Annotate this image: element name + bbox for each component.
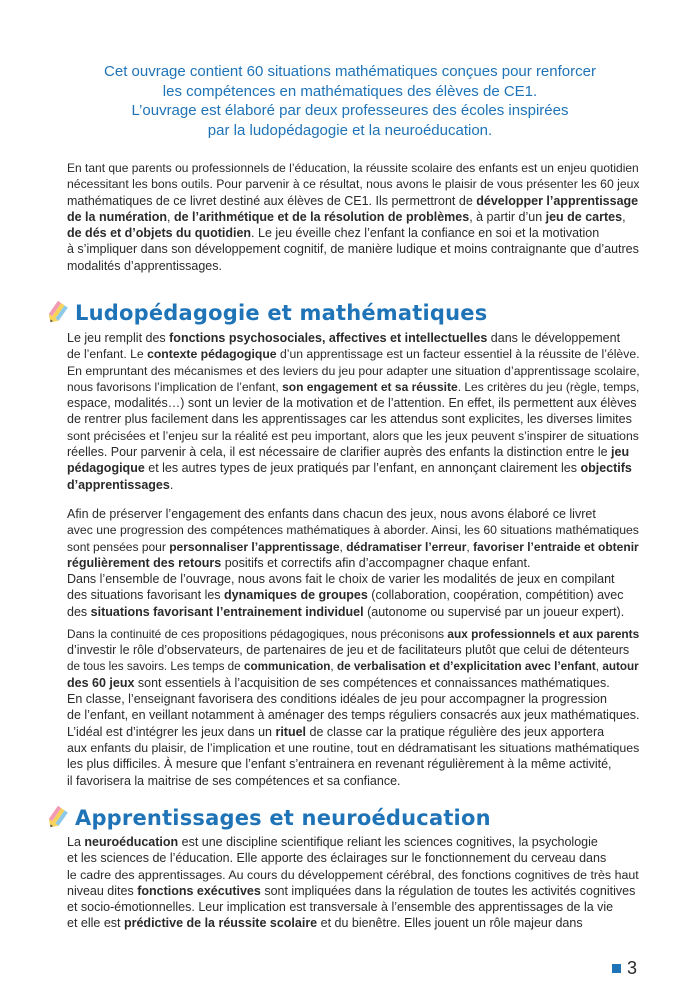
text-run: , à partir d’un xyxy=(469,209,546,224)
pencil-icon xyxy=(47,805,69,831)
text-line xyxy=(67,539,642,555)
paragraph-engagement xyxy=(67,506,642,620)
text-run: il favorisera la maitrise de ses compétences et sa confiance. xyxy=(67,773,401,788)
text-run: sont essentiels à l’acquisition de ses compétences et connaissances mathématiques. xyxy=(134,675,610,690)
text-run: à s’impliquer dans son développement cognitif, de manière ludique et moins contraignante que d’autres xyxy=(67,242,639,257)
text-line xyxy=(67,428,642,444)
text-run: sont précisées et l’enjeu sur la réalité est peu important, alors que les jeux peuvent s’inspirer de situations xyxy=(67,428,639,443)
text-run: dans le développement xyxy=(487,331,621,345)
text-line xyxy=(67,460,642,476)
text-run: , xyxy=(622,209,626,224)
text-run: les plus difficiles. À mesure que l’enfant s’entrainera en revenant régulièrement à la même activité, xyxy=(67,757,612,772)
text-run: sont pensées pour xyxy=(67,539,170,554)
text-line xyxy=(67,258,642,274)
text-line xyxy=(67,707,642,723)
bold-text: personnaliser l’apprentissage xyxy=(169,539,340,554)
bold-text: objectifs xyxy=(580,461,632,476)
text-run: de tous les savoirs. Les temps de xyxy=(67,659,244,673)
text-line xyxy=(67,346,642,362)
text-run: le cadre des apprentissages. Au cours du développement cérébral, des fonctions cognitives de très haut xyxy=(67,867,639,882)
bold-text: de l’arithmétique et de la résolution de problèmes xyxy=(173,209,470,224)
text-line xyxy=(67,740,642,756)
bold-text: des 60 jeux xyxy=(67,675,135,690)
text-line xyxy=(67,571,642,587)
text-run: , xyxy=(595,659,603,673)
bold-text: fonctions exécutives xyxy=(137,883,261,898)
bold-text: favoriser l’entraide et obtenir xyxy=(473,539,639,554)
bold-text: développer l’apprentissage xyxy=(476,193,639,208)
text-line xyxy=(67,330,642,346)
text-run: nécessitant les bons outils. Pour parvenir à ce résultat, nous avons le plaisir de vous présenter les 60 jeux xyxy=(67,177,640,192)
section-title: Apprentissages et neuroéducation xyxy=(75,806,491,830)
text-run: , xyxy=(466,539,474,554)
bold-text: de verbalisation et d’explicitation avec l’enfant xyxy=(336,659,596,673)
text-run: , xyxy=(330,659,337,673)
text-line xyxy=(67,193,642,209)
section-title: Ludopédagogie et mathématiques xyxy=(75,301,488,325)
text-line xyxy=(67,724,642,740)
bold-text: contexte pédagogique xyxy=(147,347,277,362)
section-heading-neuroeducation xyxy=(47,803,491,833)
intro-line: les compétences en mathématiques des élèves de CE1. xyxy=(162,82,538,100)
text-line xyxy=(67,850,642,866)
text-run: Le jeu remplit des xyxy=(67,331,170,345)
bold-text: aux professionnels et aux parents xyxy=(447,627,640,641)
page-number xyxy=(612,958,637,979)
text-line xyxy=(67,675,642,691)
bold-text: neuroéducation xyxy=(84,835,179,849)
text-run: et les autres types de jeux pratiqués par l’enfant, en annonçant clairement les xyxy=(144,461,581,476)
text-run: nous favorisons l’implication de l’enfant, xyxy=(67,379,283,394)
text-run: et elle est xyxy=(67,916,124,931)
text-run: . xyxy=(169,477,174,492)
text-line xyxy=(67,604,642,620)
text-run: (collaboration, coopération, compétition) avec xyxy=(367,588,624,603)
intro-line: L’ouvrage est élaboré par deux professeures des écoles inspirées xyxy=(131,102,569,119)
text-line xyxy=(67,522,642,538)
text-run: Dans la continuité de ces propositions pédagogiques, nous préconisons xyxy=(67,627,448,641)
text-run: En classe, l’enseignant favorisera des conditions idéales de jeu pour accompagner la progression xyxy=(67,692,607,707)
text-run: niveau dites xyxy=(67,883,138,898)
bold-text: fonctions psychosociales, affectives et intellectuelles xyxy=(169,331,488,345)
text-run: L’idéal est d’intégrer les jeux dans un xyxy=(67,724,276,739)
text-line xyxy=(67,444,642,460)
text-run: d’investir le rôle d’observateurs, de partenaires de jeu et de facilitateurs plutôt que celui de détenteurs xyxy=(67,643,630,658)
text-run: mathématiques de ce livret destiné aux élèves de CE1. Ils permettront de xyxy=(67,193,477,208)
text-line xyxy=(67,899,642,915)
text-line xyxy=(67,691,642,707)
text-line xyxy=(67,506,642,522)
text-line xyxy=(67,225,642,241)
text-run: avec une progression des compétences mathématiques à aborder. Ainsi, les 60 situations mathématiques xyxy=(67,523,639,538)
bold-text: prédictive de la réussite scolaire xyxy=(123,916,318,931)
intro-block xyxy=(70,62,630,140)
pencil-icon xyxy=(47,300,69,326)
text-line xyxy=(67,883,642,899)
intro-line: Cet ouvrage contient 60 situations mathématiques conçues pour renforcer xyxy=(104,63,596,80)
text-line xyxy=(67,867,642,883)
text-line xyxy=(67,209,642,225)
bold-text: de la numération xyxy=(67,209,168,224)
text-run: (autonome ou supervisé par un joueur expert). xyxy=(363,604,625,619)
bold-text: son engagement et sa réussite xyxy=(282,379,458,394)
bold-text: de dés et d’objets du quotidien xyxy=(67,226,252,241)
page-number-value: 3 xyxy=(626,958,637,978)
bold-text: jeu xyxy=(611,445,630,460)
bold-text: communication xyxy=(243,659,331,673)
text-line xyxy=(67,756,642,772)
text-line xyxy=(67,411,642,427)
bold-text: dynamiques de groupes xyxy=(224,588,368,603)
text-run: Dans l’ensemble de l’ouvrage, nous avons fait le choix de varier les modalités de jeux en compilant xyxy=(67,572,615,587)
bold-text: pédagogique xyxy=(67,461,145,476)
text-run: La xyxy=(67,835,85,849)
text-run: Afin de préserver l’engagement des enfants dans chacun des jeux, nous avons élaboré ce livret xyxy=(67,507,596,521)
text-run: En tant que parents ou professionnels de l’éducation, la réussite scolaire des enfants est un enjeu quotidien xyxy=(67,161,639,175)
text-line xyxy=(67,379,642,395)
bold-text: rituel xyxy=(275,724,307,739)
text-run: d’un apprentissage est un facteur essentiel à la réussite de l’élève. xyxy=(276,347,640,362)
text-run: des situations favorisant les xyxy=(67,588,225,603)
text-run: des xyxy=(67,604,91,619)
text-line xyxy=(67,587,642,603)
text-line xyxy=(67,659,642,675)
text-run: de l’enfant, en veillant notamment à aménager des temps réguliers consacrés aux jeux mathématiques. xyxy=(67,708,640,723)
paragraph-introduction xyxy=(67,160,642,274)
text-run: modalités d’apprentissages. xyxy=(67,258,222,273)
bold-text: d’apprentissages xyxy=(67,477,170,492)
text-line xyxy=(67,626,642,642)
text-line xyxy=(67,176,642,192)
text-run: et socio-émotionnelles. Leur implication est transversale à l’ensemble des apprentissages de la vie xyxy=(67,900,614,915)
text-run: et les sciences de l’éducation. Elle apporte des éclairages sur le fonctionnement du cerveau dans xyxy=(67,851,607,866)
paragraph-jeu xyxy=(67,330,642,493)
text-line xyxy=(67,773,642,789)
text-run: sont impliquées dans la régulation de toutes les activités cognitives xyxy=(260,883,636,898)
text-run: En empruntant des mécanismes et des leviers du jeu pour adapter une situation d’apprentissage scolaire, xyxy=(67,363,640,378)
paragraph-continuite xyxy=(67,626,642,789)
text-run: positifs et correctifs afin d’accompagner chaque enfant. xyxy=(221,555,531,570)
text-run: . Les critères du jeu (règle, temps, xyxy=(457,379,640,394)
text-run: , xyxy=(167,209,174,224)
text-line xyxy=(67,477,642,493)
bold-text: situations favorisant l’entrainement individuel xyxy=(90,604,364,619)
text-run: de rentrer plus facilement dans les apprentissages car les attendus sont explicites, les diverses limites xyxy=(67,412,632,427)
text-line xyxy=(67,555,642,571)
intro-line: par la ludopédagogie et la neuroéducation. xyxy=(207,121,493,139)
bold-text: régulièrement des retours xyxy=(67,555,222,570)
section-heading-ludopedagogie xyxy=(47,298,487,328)
text-line xyxy=(67,241,642,257)
text-line xyxy=(67,834,642,850)
square-icon xyxy=(612,964,621,973)
text-run: et du bienêtre. Elles jouent un rôle majeur dans xyxy=(317,916,583,931)
text-run: réelles. Pour parvenir à cela, il est nécessaire de clarifier auprès des enfants la distinction entre le xyxy=(67,445,612,460)
text-run: de l’enfant. Le xyxy=(67,347,148,362)
bold-text: jeu de cartes xyxy=(545,209,623,224)
text-run: , xyxy=(339,539,347,554)
text-line xyxy=(67,363,642,379)
text-run: aux enfants du plaisir, de l’implication et une routine, tout en dédramatisant les situations mathématiques xyxy=(67,741,640,756)
text-run: espace, modalités…) sont un levier de la motivation et de l’attention. En effet, ils permettent aux élèves xyxy=(67,396,637,411)
paragraph-neuroeducation xyxy=(67,834,642,932)
text-line xyxy=(67,642,642,658)
bold-text: dédramatiser l’erreur xyxy=(346,539,467,554)
text-line xyxy=(67,915,642,931)
text-line xyxy=(67,395,642,411)
bold-text: autour xyxy=(602,659,639,673)
text-run: de classe car la pratique régulière des jeux apportera xyxy=(306,724,605,739)
text-line xyxy=(67,160,642,176)
text-run: . Le jeu éveille chez l’enfant la confiance en soi et la motivation xyxy=(251,226,600,241)
text-run: est une discipline scientifique reliant les sciences cognitives, la psychologie xyxy=(178,835,598,849)
